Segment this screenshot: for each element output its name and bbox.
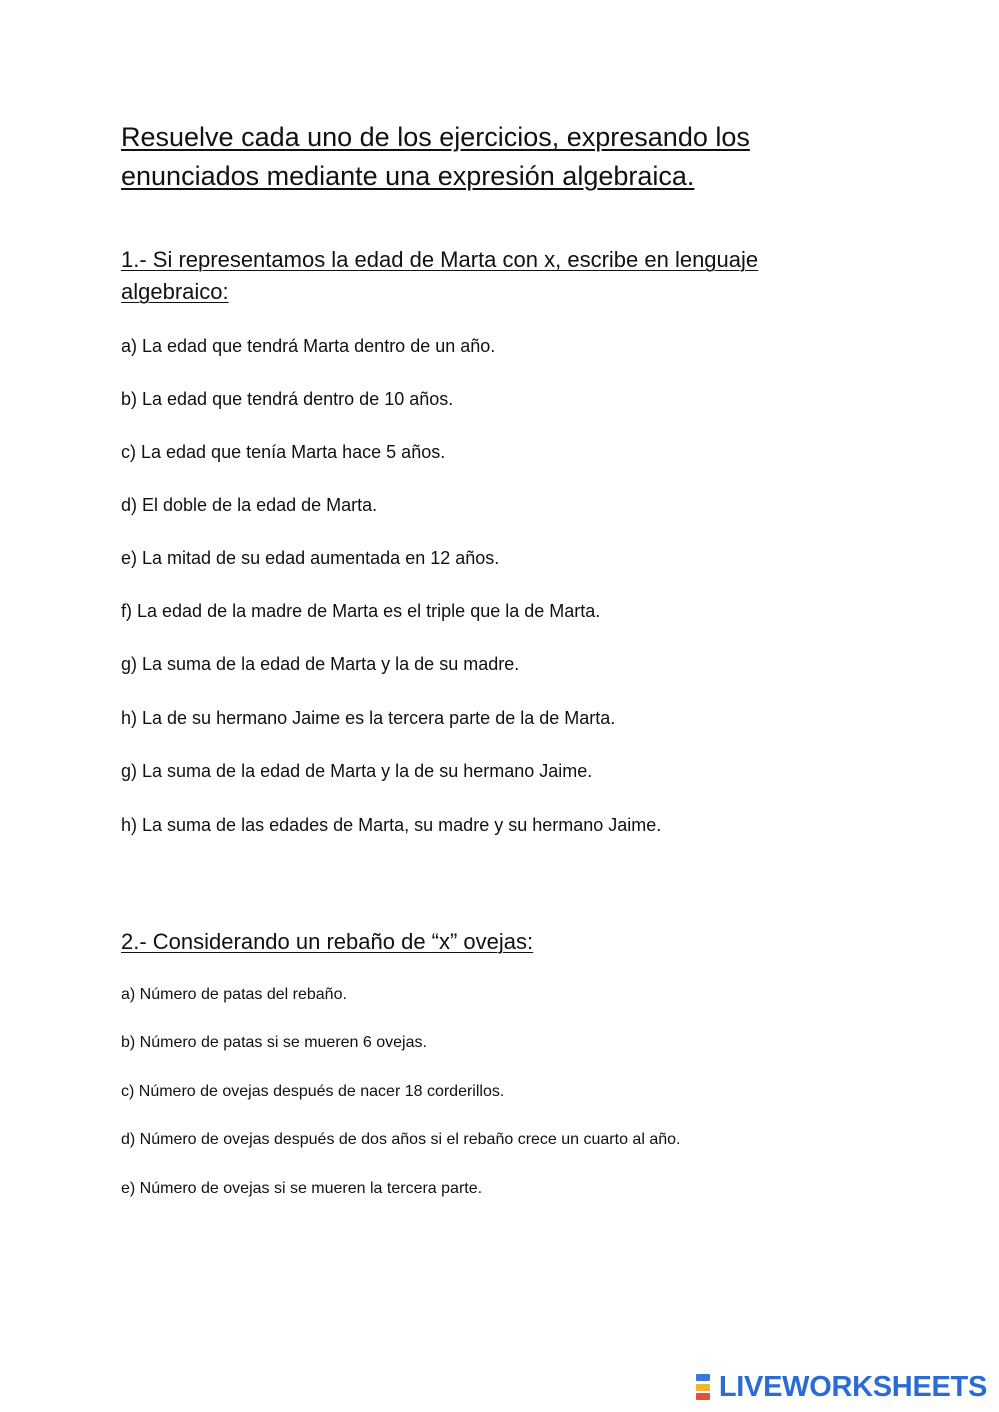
section-2-item-a: a) Número de patas del rebaño. xyxy=(121,986,347,1003)
section-1-item-g: g) La suma de la edad de Marta y la de su madre. xyxy=(121,654,520,674)
section-2-item-c: c) Número de ovejas después de nacer 18 corderillos. xyxy=(121,1083,505,1100)
section-1-item-b: b) La edad que tendrá dentro de 10 años. xyxy=(121,389,454,409)
section-1-item-h: h) La de su hermano Jaime es la tercera parte de la de Marta. xyxy=(121,708,616,728)
section-1-item-d: d) El doble de la edad de Marta. xyxy=(121,495,378,515)
section-2-item-d: d) Número de ovejas después de dos años si el rebaño crece un cuarto al año. xyxy=(121,1131,681,1148)
section-1-item-a: a) La edad que tendrá Marta dentro de un año. xyxy=(121,336,496,356)
section-1-item-e: e) La mitad de su edad aumentada en 12 años. xyxy=(121,548,500,568)
section-2-heading: 2.- Considerando un rebaño de “x” ovejas: xyxy=(121,929,534,954)
section-2-item-e: e) Número de ovejas si se mueren la tercera parte. xyxy=(121,1180,483,1197)
brand-name: LIVEWORKSHEETS xyxy=(718,1370,987,1403)
section-1-item-g2: g) La suma de la edad de Marta y la de su hermano Jaime. xyxy=(121,761,593,781)
worksheet-title: Resuelve cada uno de los ejercicios, expresando los enunciados mediante una expresión algebraica. xyxy=(121,122,750,191)
section-2-item-b: b) Número de patas si se mueren 6 ovejas. xyxy=(121,1034,427,1051)
logo-bar-yellow xyxy=(696,1384,710,1391)
section-1-heading: 1.- Si representamos la edad de Marta con x, escribe en lenguaje algebraico: xyxy=(121,247,759,304)
liveworksheets-logo-icon xyxy=(696,1374,716,1400)
logo-bar-blue xyxy=(696,1374,710,1381)
logo-bar-red xyxy=(696,1393,710,1400)
section-1-item-f: f) La edad de la madre de Marta es el triple que la de Marta. xyxy=(121,601,601,621)
liveworksheets-brand xyxy=(696,1370,987,1404)
section-1-item-h2: h) La suma de las edades de Marta, su madre y su hermano Jaime. xyxy=(121,815,662,835)
section-1-item-c: c) La edad que tenía Marta hace 5 años. xyxy=(121,442,446,462)
